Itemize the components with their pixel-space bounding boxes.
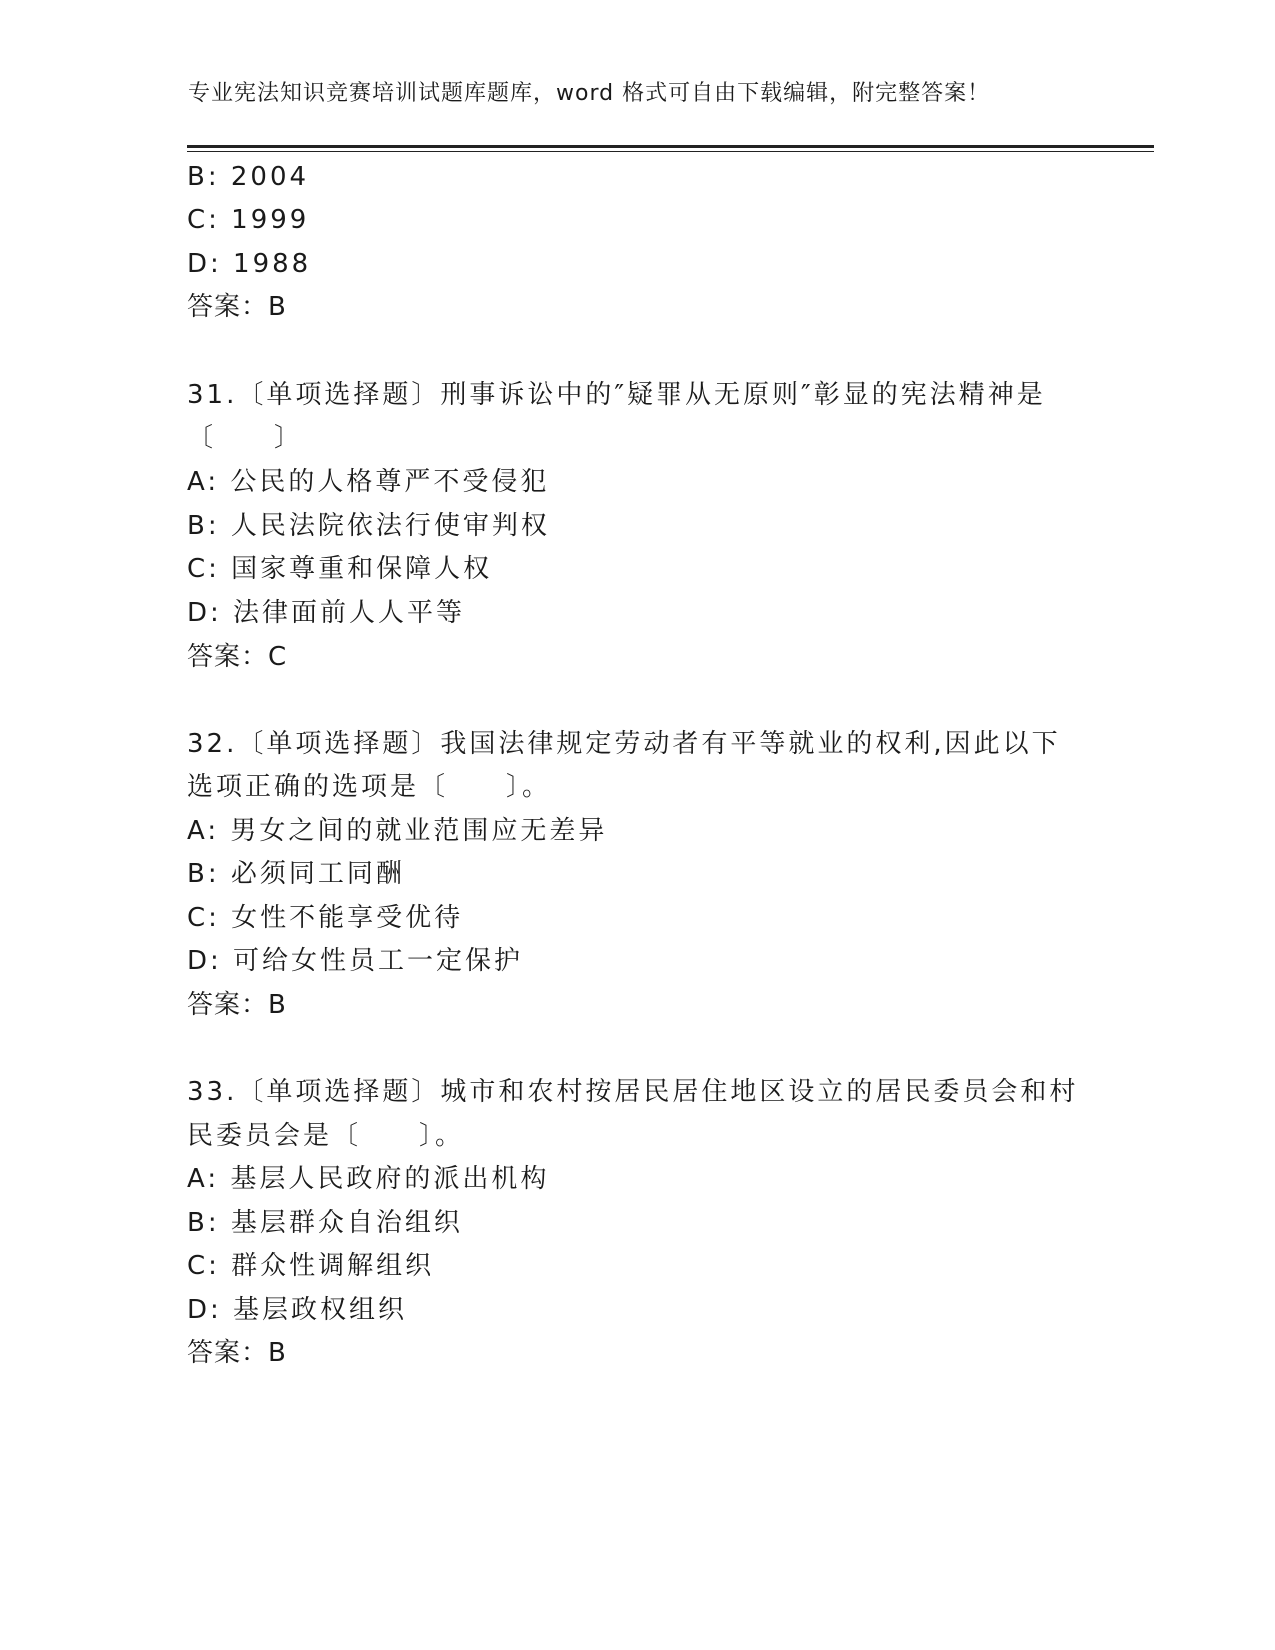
q33-stem-line2: 民委员会是〔 〕。: [187, 1121, 465, 1151]
q32-option-c: C: 女性不能享受优待: [187, 903, 464, 933]
q33-option-a: A: 基层人民政府的派出机构: [187, 1164, 550, 1194]
q32-option-d: D: 可给女性员工一定保护: [187, 946, 524, 976]
q32-stem-line1: 32.〔单项选择题〕我国法律规定劳动者有平等就业的权利,因此以下: [187, 729, 1061, 759]
prev-option-d: D: 1988: [187, 249, 312, 279]
q31-option-b: B: 人民法院依法行使审判权: [187, 511, 550, 541]
q33-option-c: C: 群众性调解组织: [187, 1251, 435, 1281]
header-rule-thick: [187, 145, 1154, 148]
q32-option-a: A: 男女之间的就业范围应无差异: [187, 816, 608, 846]
prev-option-c: C: 1999: [187, 205, 310, 235]
q33-stem-line1: 33.〔单项选择题〕城市和农村按居民居住地区设立的居民委员会和村: [187, 1077, 1079, 1107]
q32-option-b: B: 必须同工同酬: [187, 859, 405, 889]
q32-answer: 答案：B: [187, 990, 287, 1020]
header-rule-thin: [187, 151, 1154, 152]
prev-option-b: B: 2004: [187, 162, 310, 192]
page-header: 专业宪法知识竞赛培训试题库题库，word 格式可自由下载编辑，附完整答案！: [188, 81, 991, 106]
q31-stem-line1: 31.〔单项选择题〕刑事诉讼中的″疑罪从无原则″彰显的宪法精神是: [187, 380, 1046, 410]
q31-option-d: D: 法律面前人人平等: [187, 598, 466, 628]
q31-answer: 答案：C: [187, 642, 288, 672]
prev-answer: 答案：B: [187, 292, 287, 322]
q31-stem-line2: 〔 〕: [187, 423, 304, 453]
q33-answer: 答案：B: [187, 1338, 287, 1368]
q33-option-d: D: 基层政权组织: [187, 1295, 408, 1325]
q33-option-b: B: 基层群众自治组织: [187, 1208, 463, 1238]
q31-option-c: C: 国家尊重和保障人权: [187, 554, 493, 584]
q32-stem-line2: 选项正确的选项是〔 〕。: [187, 772, 552, 802]
q31-option-a: A: 公民的人格尊严不受侵犯: [187, 467, 550, 497]
